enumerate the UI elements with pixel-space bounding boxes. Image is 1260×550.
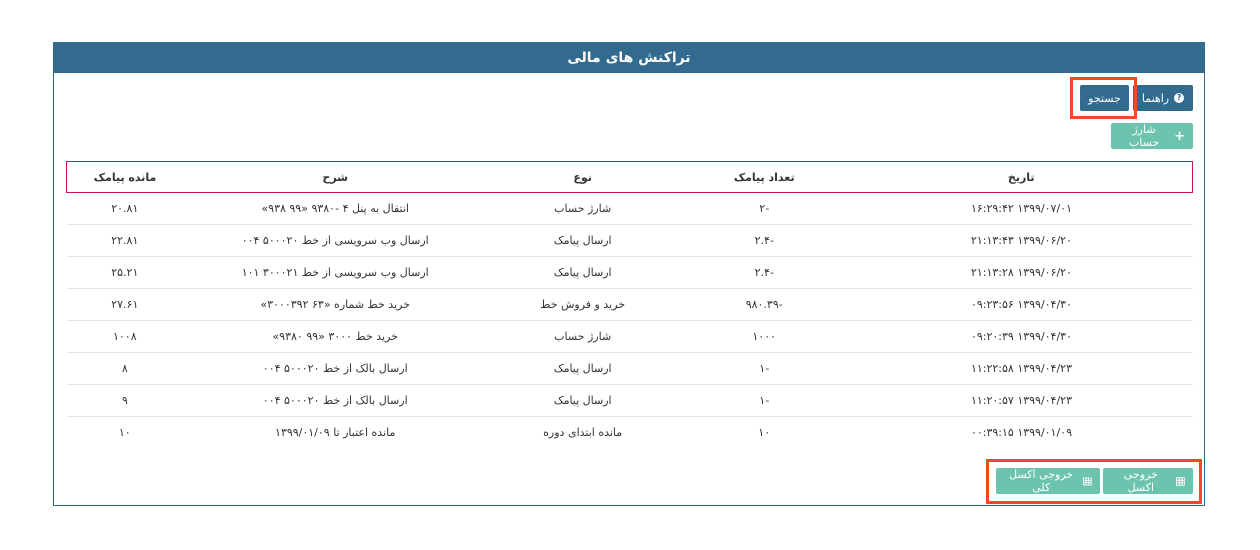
search-button[interactable] <box>1080 85 1129 111</box>
cell-remaining: ۲۷.۶۱ <box>67 289 184 321</box>
table-header-row <box>67 162 1193 193</box>
excel-export-label: خروجی اکسل <box>1123 468 1158 494</box>
header-count[interactable]: تعداد پیامک <box>678 162 850 193</box>
help-label: راهنما <box>1141 91 1170 105</box>
panel-title: تراکنش های مالی <box>54 42 1204 73</box>
cell-remaining: ۹ <box>67 385 184 417</box>
cell-date: ۱۳۹۹/۰۱/۰۹ ۰۰:۳۹:۱۵ <box>970 426 1072 439</box>
cell-date: ۱۳۹۹/۰۴/۳۰ ۰۹:۲۳:۵۶ <box>850 289 1192 321</box>
help-button[interactable] <box>1133 85 1193 111</box>
cell-type: خرید و فروش خط <box>487 289 678 321</box>
cell-description: ارسال وب سرویسی از خط ۳۰۰۰۲۱ ۱۰۱ <box>183 257 487 289</box>
table-row <box>67 257 1193 289</box>
cell-date: ۱۳۹۹/۰۶/۲۰ ۲۱:۱۳:۴۳ <box>850 225 1192 257</box>
header-date[interactable]: تاریخ <box>850 162 1192 193</box>
cell-count: -۲.۴ <box>678 225 850 257</box>
cell-type: ارسال پیامک <box>487 385 678 417</box>
transactions-table <box>66 161 1193 448</box>
cell-type: مانده ابتدای دوره <box>543 426 623 439</box>
cell-count: -۲.۴ <box>678 257 850 289</box>
cell-description: مانده اعتبار تا ۱۳۹۹/۰۱/۰۹ <box>275 426 396 439</box>
excel-export-all-button[interactable] <box>996 468 1100 494</box>
table-row <box>67 353 1193 385</box>
cell-remaining: ۸ <box>67 353 184 385</box>
excel-export-all-label: خروجی اکسل کلی <box>1009 468 1074 494</box>
cell-date: ۱۳۹۹/۰۴/۳۰ ۰۹:۲۰:۳۹ <box>850 321 1192 353</box>
cell-type: شارژ حساب <box>487 321 678 353</box>
cell-description: ارسال وب سرویسی از خط ۵۰۰۰۲۰ ۰۰۴ <box>183 225 487 257</box>
cell-count: -۱ <box>678 353 850 385</box>
cell-description: ارسال بالک از خط ۵۰۰۰۲۰ ۰۰۴ <box>183 353 487 385</box>
cell-count: -۲ <box>678 193 850 225</box>
excel-export-button[interactable] <box>1103 468 1193 494</box>
cell-remaining: ۲۰.۸۱ <box>67 193 184 225</box>
cell-date: ۱۳۹۹/۰۶/۲۰ ۲۱:۱۳:۲۸ <box>850 257 1192 289</box>
cell-type: شارژ حساب <box>487 193 678 225</box>
cell-remaining: ۱۰۰۸ <box>67 321 184 353</box>
table-row <box>67 289 1193 321</box>
table-row <box>67 417 1193 449</box>
table-row <box>67 321 1193 353</box>
table-row <box>67 193 1193 225</box>
cell-remaining: ۱۰ <box>118 426 131 439</box>
cell-type: ارسال پیامک <box>487 257 678 289</box>
table-icon <box>1083 477 1092 486</box>
table-icon <box>1176 477 1185 486</box>
cell-description: ارسال بالک از خط ۵۰۰۰۲۰ ۰۰۴ <box>183 385 487 417</box>
cell-date: ۱۳۹۹/۰۴/۲۳ ۱۱:۲۲:۵۸ <box>850 353 1192 385</box>
cell-count: -۱ <box>678 385 850 417</box>
search-label: جستجو <box>1088 91 1121 105</box>
cell-date: ۱۳۹۹/۰۷/۰۱ ۱۶:۲۹:۴۲ <box>850 193 1192 225</box>
cell-description: خرید خط ۳۰۰۰ «۹۹ ۹۳۸۰» <box>183 321 487 353</box>
cell-type: ارسال پیامک <box>487 353 678 385</box>
cell-description: خرید خط شماره «۶۳ ۳۰۰۰۳۹۲» <box>183 289 487 321</box>
cell-date: ۱۳۹۹/۰۴/۲۳ ۱۱:۲۰:۵۷ <box>850 385 1192 417</box>
transactions-panel <box>53 42 1205 506</box>
cell-count: ۱۰ <box>758 426 771 439</box>
cell-count: ۱۰۰۰ <box>678 321 850 353</box>
cell-count: -۹۸۰.۳۹ <box>678 289 850 321</box>
cell-remaining: ۲۲.۸۱ <box>67 225 184 257</box>
question-icon: ? <box>1174 93 1184 103</box>
header-type[interactable]: نوع <box>487 162 678 193</box>
cell-description: انتقال به پنل ۴ -۹۳۸۰ «۹۹ ۹۳۸» <box>183 193 487 225</box>
header-remaining[interactable]: مانده پیامک <box>67 162 184 193</box>
header-description[interactable]: شرح <box>183 162 487 193</box>
table-row <box>67 225 1193 257</box>
charge-account-button[interactable] <box>1111 123 1193 149</box>
cell-remaining: ۲۵.۲۱ <box>67 257 184 289</box>
plus-icon: + <box>1174 128 1185 144</box>
charge-account-label: شارژ حساب <box>1128 123 1160 149</box>
cell-type: ارسال پیامک <box>487 225 678 257</box>
table-row <box>67 385 1193 417</box>
